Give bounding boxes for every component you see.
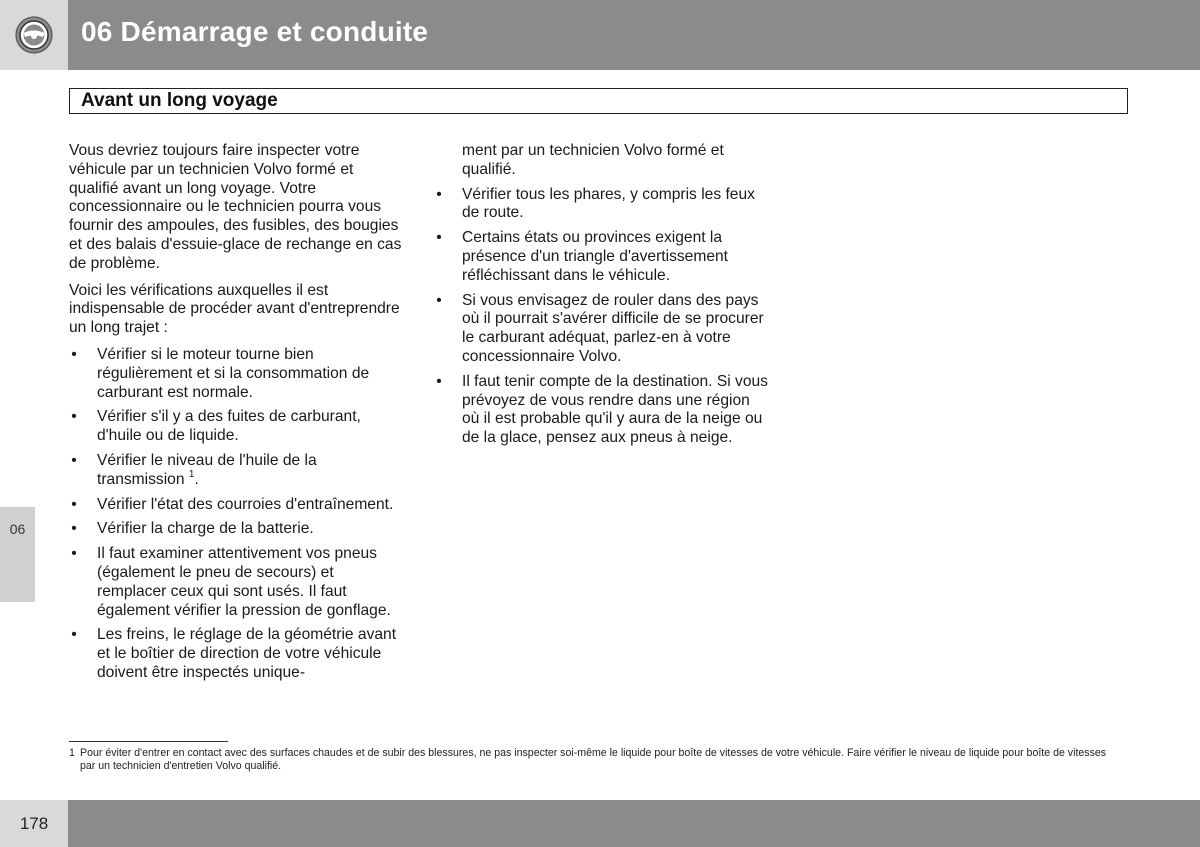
chapter-side-tab xyxy=(0,507,35,602)
list-item: • Il faut examiner attentivement vos pneus (également le pneu de secours) et remplacer ceux qui sont usés. Il faut également vérifier la pression de gonflage. xyxy=(69,545,404,620)
list-item: • Si vous envisagez de rouler dans des pays où il pourrait s'avérer difficile de se procurer le carburant adéquat, parlez-en à votre concessionnaire Volvo. xyxy=(434,292,769,367)
bullet-icon: • xyxy=(436,185,442,203)
page-number-area xyxy=(0,800,68,847)
bullet-icon: • xyxy=(71,408,77,426)
bullet-icon: • xyxy=(71,345,77,363)
bullet-icon: • xyxy=(71,545,77,563)
right-column xyxy=(434,142,769,454)
footnote-number: 1 xyxy=(69,747,75,759)
continued-text: ment par un technicien Volvo formé et qualifié. xyxy=(462,142,724,178)
footer-bar xyxy=(68,800,1200,847)
list-item: • Vérifier le niveau de l'huile de la transmission $^1$. xyxy=(69,452,404,490)
footnote-reference[interactable]: 1 xyxy=(188,468,195,480)
bullet-icon: • xyxy=(436,229,442,247)
chapter-title: 06 Démarrage et conduite xyxy=(81,16,429,47)
list-item: • Vérifier tous les phares, y compris les feux de route. xyxy=(434,186,769,224)
section-heading-box xyxy=(69,88,1128,114)
list-item: • Il faut tenir compte de la destination. Si vous prévoyez de vous rendre dans une région où il est probable qu'il y aura de la neige ou de la glace, pensez aux pneus à neige. xyxy=(434,373,769,448)
list-item: • Certains états ou provinces exigent la présence d'un triangle d'avertissement réfléchissant dans le véhicule. xyxy=(434,229,769,285)
list-item: • Vérifier s'il y a des fuites de carburant, d'huile ou de liquide. xyxy=(69,408,404,446)
steering-wheel-icon xyxy=(14,15,54,55)
list-item: • Vérifier si le moteur tourne bien régulièrement et si la consommation de carburant est normale. xyxy=(69,346,404,402)
bullet-icon: • xyxy=(71,451,77,469)
list-item: • Les freins, le réglage de la géométrie avant et le boîtier de direction de votre véhicule doivent être inspectés unique- xyxy=(69,626,404,682)
header-icon-area xyxy=(0,0,68,70)
chapter-tab-label: 06 xyxy=(9,521,26,537)
bullet-icon: • xyxy=(436,372,442,390)
intro-paragraph: Vous devriez toujours faire inspecter votre véhicule par un technicien Volvo formé et qualifié avant un long voyage. Votre concessionnaire ou le technicien pourra vous fournir des ampoules, des fusibles, des bougies et des balais d'essuie-glace de rechange en cas de problème. xyxy=(69,142,402,272)
footnote-text: Pour éviter d'entrer en contact avec des surfaces chaudes et de subir des blessures, ne pas inspecter soi-même le liquide pour boîte de vitesses de votre véhicule. Faire vérifier le niveau de liquide pour boîte de vitesses par un technicien d'entretien Volvo qualifié. xyxy=(80,747,1107,772)
checklist-left xyxy=(69,346,404,683)
bullet-icon: • xyxy=(71,495,77,513)
left-column xyxy=(69,142,404,689)
bullet-icon: • xyxy=(71,520,77,538)
list-item: • Vérifier la charge de la batterie. xyxy=(69,520,404,539)
chapter-header xyxy=(68,0,1200,70)
bullet-icon: • xyxy=(71,626,77,644)
checklist-right xyxy=(434,186,769,448)
footnote xyxy=(69,747,1119,772)
footnote-divider xyxy=(69,741,228,742)
lead-in-paragraph: Voici les vérifications auxquelles il est indispensable de procéder avant d'entreprendre un long trajet : xyxy=(69,281,400,337)
list-item: • Vérifier l'état des courroies d'entraînement. xyxy=(69,496,404,515)
section-title: Avant un long voyage xyxy=(81,90,278,111)
page-number: 178 xyxy=(19,814,49,833)
bullet-icon: • xyxy=(436,291,442,309)
